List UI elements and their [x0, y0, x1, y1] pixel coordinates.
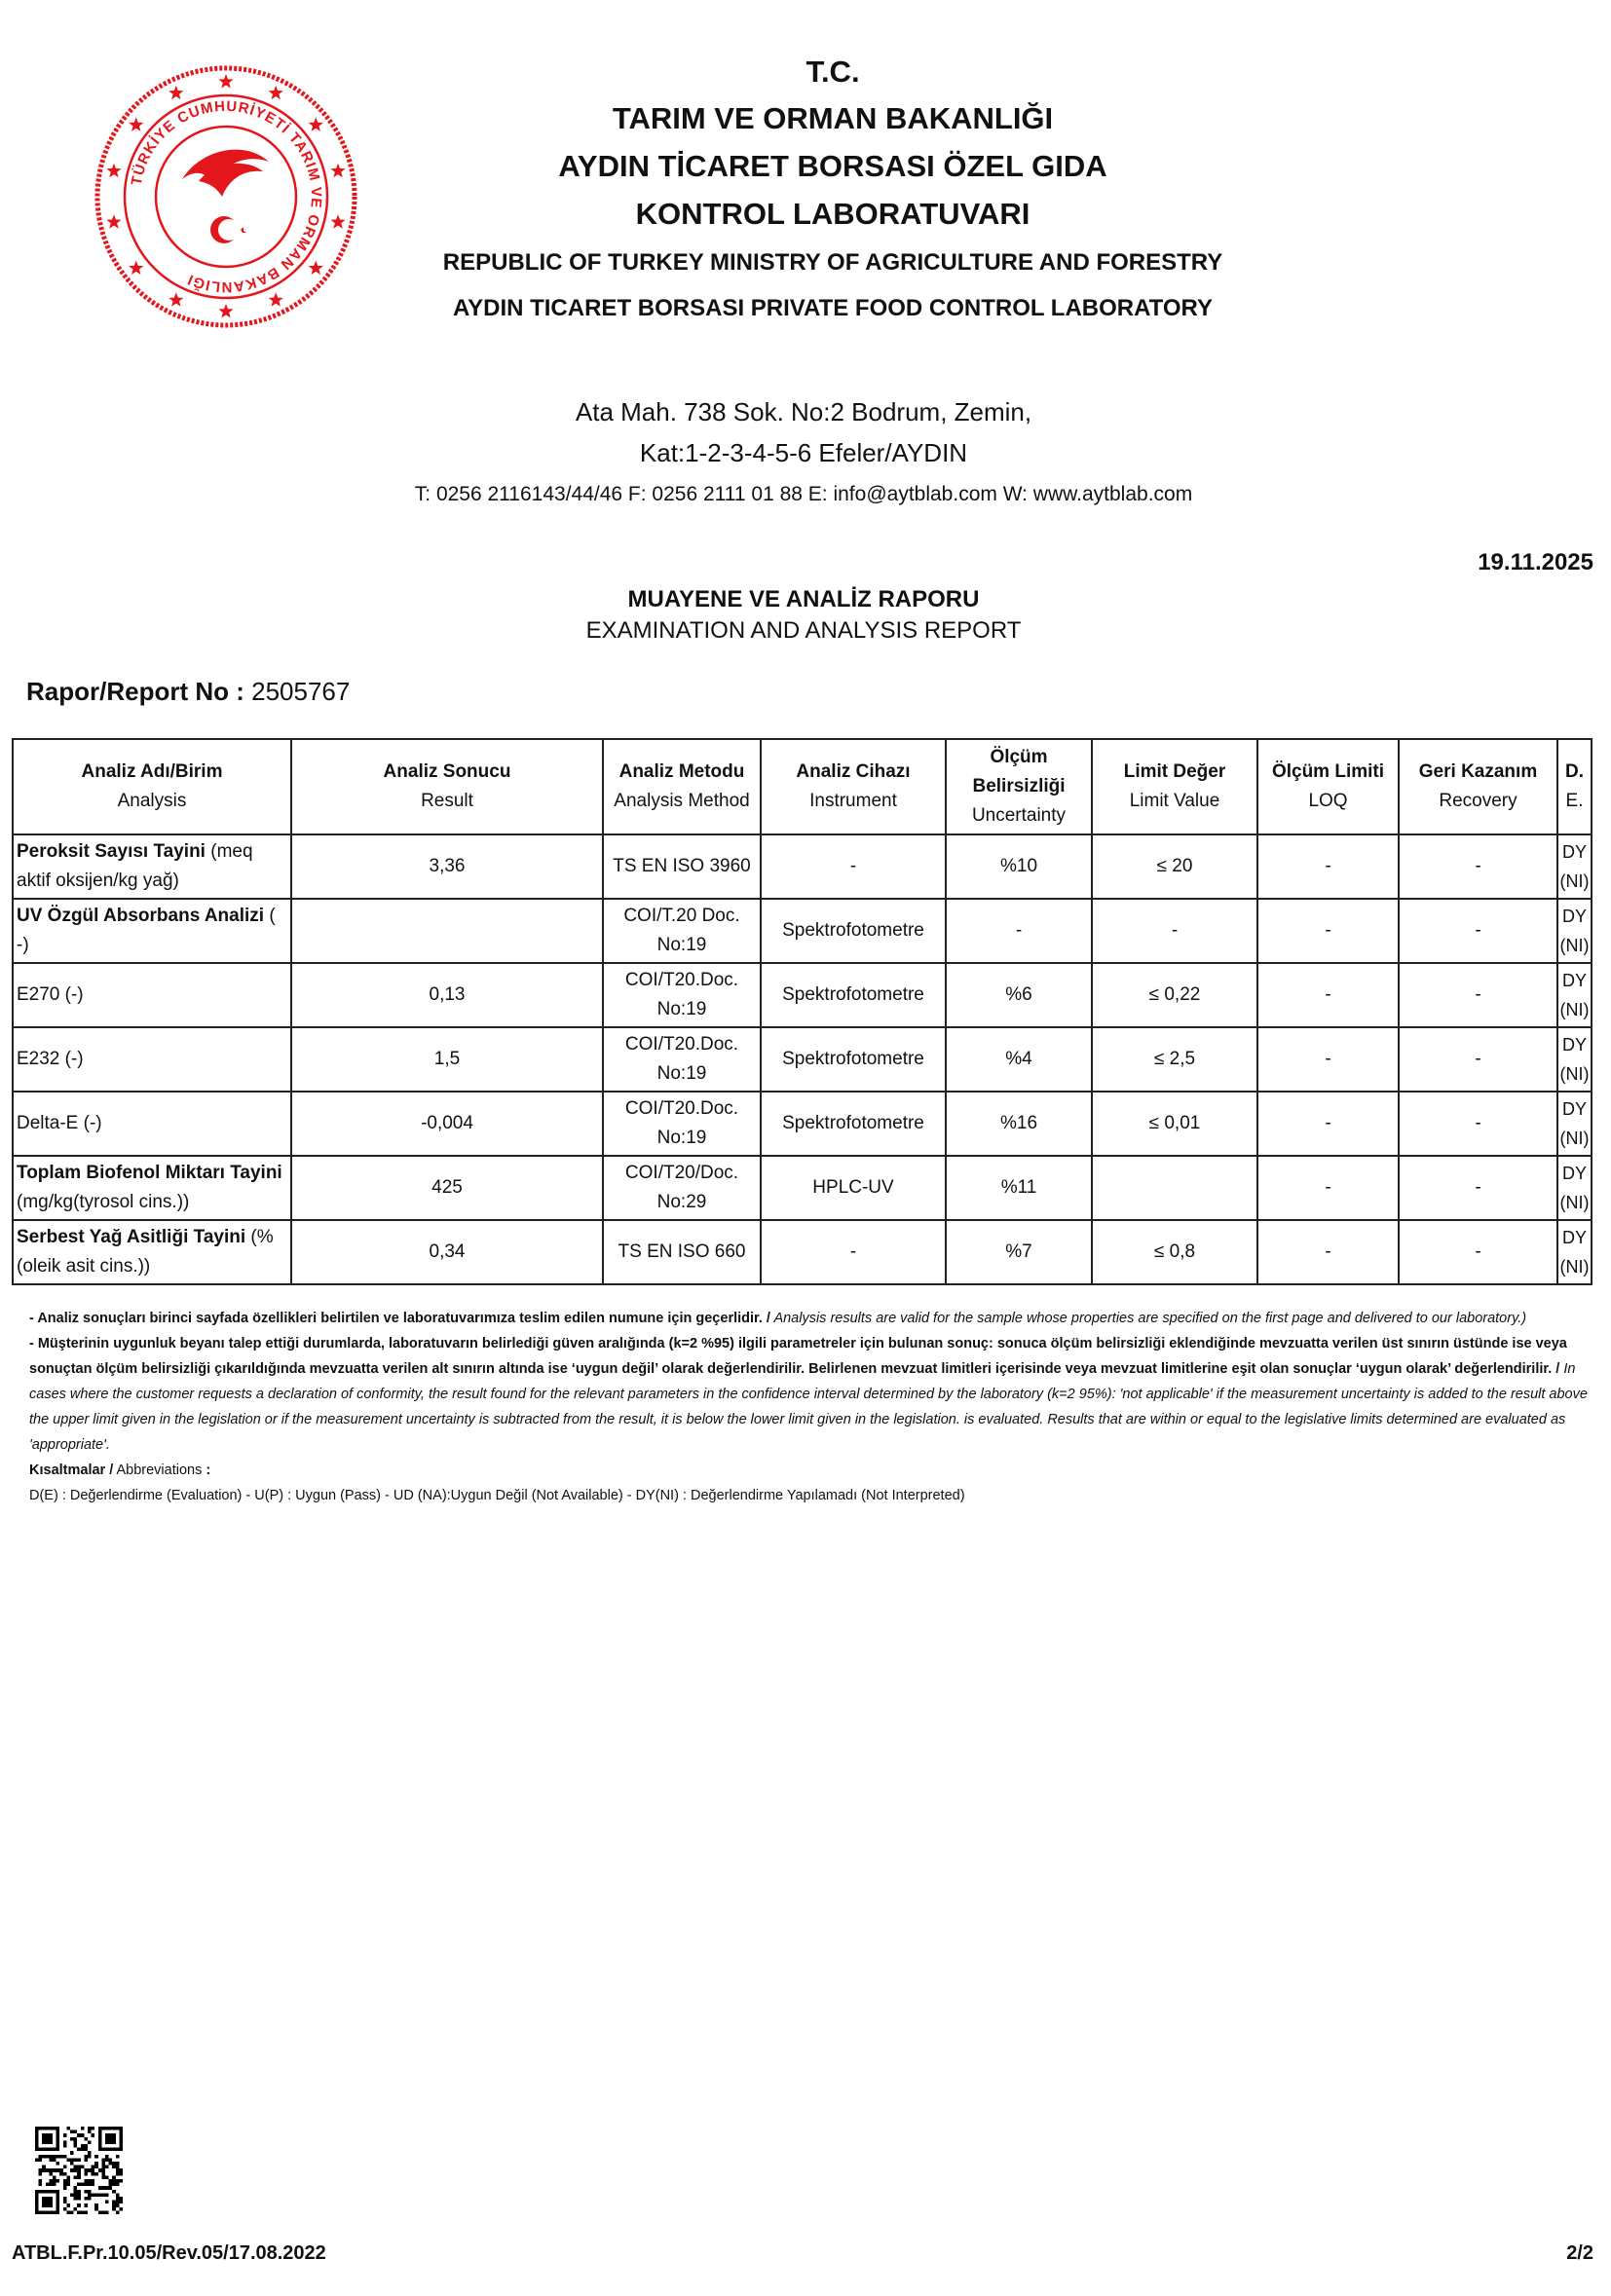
col-header-en: Instrument	[809, 791, 897, 811]
analysis-unit: (meq aktif oksijen/kg yağ)	[17, 841, 253, 891]
cell-limit: ≤ 2,5	[1092, 1027, 1257, 1092]
analysis-name: Serbest Yağ Asitliği Tayini	[17, 1227, 246, 1247]
col-header-en: Result	[421, 791, 473, 811]
cell-result: 425	[291, 1156, 603, 1220]
results-table	[12, 738, 1592, 1285]
cell-recovery: -	[1399, 963, 1557, 1027]
note-validity	[29, 1306, 1588, 1331]
note-conformity	[29, 1331, 1588, 1458]
address-line2: Kat:1-2-3-4-5-6 Efeler/AYDIN	[639, 438, 968, 467]
col-header-tr: Analiz Adı/Birim	[81, 761, 223, 782]
star-icon	[241, 227, 246, 233]
abbreviations-colon: :	[206, 1463, 211, 1478]
cell-evaluation: DY (NI)	[1557, 963, 1592, 1027]
col-header-recovery	[1399, 739, 1557, 834]
table-header-row	[13, 739, 1592, 834]
page-number: 2/2	[1566, 2242, 1593, 2264]
cell-limit: ≤ 0,01	[1092, 1092, 1257, 1156]
col-header-tr: Analiz Metodu	[618, 761, 745, 782]
header-lab-line1: AYDIN TİCARET BORSASI ÖZEL GIDA	[558, 149, 1107, 183]
note-validity-en: Analysis results are valid for the sample whose properties are specified on the first page and delivered to our laboratory.)	[769, 1311, 1527, 1326]
cell-evaluation: DY (NI)	[1557, 1092, 1592, 1156]
cell-analysis-name	[13, 834, 291, 899]
analysis-name: Peroksit Sayısı Tayini	[17, 841, 206, 862]
col-header-evaluation	[1557, 739, 1592, 834]
cell-result	[291, 899, 603, 963]
seal-star-icon	[129, 117, 143, 130]
cell-result: 3,36	[291, 834, 603, 899]
cell-analysis-name	[13, 1220, 291, 1284]
col-header-loq	[1257, 739, 1399, 834]
cell-instrument: HPLC-UV	[761, 1156, 946, 1220]
cell-recovery: -	[1399, 1092, 1557, 1156]
cell-instrument: Spektrofotometre	[761, 963, 946, 1027]
form-code: ATBL.F.Pr.10.05/Rev.05/17.08.2022	[12, 2242, 326, 2264]
col-header-en: E.	[1565, 791, 1584, 811]
table-body	[13, 834, 1592, 1284]
cell-recovery: -	[1399, 1156, 1557, 1220]
cell-method: COI/T20.Doc. No:19	[603, 1027, 761, 1092]
col-header-en: Analysis Method	[614, 791, 750, 811]
col-header-result	[291, 739, 603, 834]
cell-instrument: Spektrofotometre	[761, 1092, 946, 1156]
analysis-unit: Delta-E (-)	[17, 1113, 102, 1133]
cell-result: 0,34	[291, 1220, 603, 1284]
seal-star-icon	[269, 292, 283, 306]
seal-star-icon	[169, 292, 183, 306]
cell-uncertainty: %7	[946, 1220, 1092, 1284]
cell-recovery: -	[1399, 1027, 1557, 1092]
cell-analysis-name	[13, 963, 291, 1027]
abbreviations-text: D(E) : Değerlendirme (Evaluation) - U(P) : Uygun (Pass) - UD (NA):Uygun Değil (Not Available) - DY(NI) : Değerlendirme Yapılamadı (Not Interpreted)	[29, 1488, 965, 1503]
cell-loq: -	[1257, 963, 1399, 1027]
cell-method: TS EN ISO 3960	[603, 834, 761, 899]
address-line1: Ata Mah. 738 Sok. No:2 Bodrum, Zemin,	[575, 397, 1032, 426]
analysis-unit: E232 (-)	[17, 1049, 84, 1069]
table-row	[13, 1092, 1592, 1156]
cell-uncertainty: %11	[946, 1156, 1092, 1220]
cell-instrument: Spektrofotometre	[761, 899, 946, 963]
col-header-en: Recovery	[1439, 791, 1517, 811]
cell-loq: -	[1257, 1156, 1399, 1220]
cell-limit: ≤ 0,8	[1092, 1220, 1257, 1284]
table-row	[13, 1220, 1592, 1284]
cell-evaluation: DY (NI)	[1557, 834, 1592, 899]
col-header-tr: Ölçüm Belirsizliği	[972, 747, 1066, 796]
cell-limit: ≤ 20	[1092, 834, 1257, 899]
cell-uncertainty: %10	[946, 834, 1092, 899]
note-validity-tr: - Analiz sonuçları birinci sayfada özellikleri belirtilen ve laboratuvarımıza teslim edilen numune için geçerlidir. /	[29, 1311, 770, 1326]
cell-result: -0,004	[291, 1092, 603, 1156]
analysis-name: UV Özgül Absorbans Analizi	[17, 906, 265, 926]
header-lab-en: AYDIN TICARET BORSASI PRIVATE FOOD CONTROL LABORATORY	[452, 295, 1214, 321]
cell-limit: -	[1092, 899, 1257, 963]
cell-loq: -	[1257, 1092, 1399, 1156]
cell-recovery: -	[1399, 899, 1557, 963]
analysis-unit: (% (oleik asit cins.))	[17, 1227, 274, 1277]
col-header-uncertainty	[946, 739, 1092, 834]
cell-analysis-name	[13, 1027, 291, 1092]
cell-uncertainty: -	[946, 899, 1092, 963]
analysis-name: Toplam Biofenol Miktarı Tayini	[17, 1163, 282, 1183]
header-tc: T.C.	[806, 55, 860, 89]
cell-method: COI/T20/Doc. No:29	[603, 1156, 761, 1220]
cell-instrument: -	[761, 834, 946, 899]
seal-star-icon	[106, 164, 121, 177]
cell-result: 0,13	[291, 963, 603, 1027]
abbreviations-label-tr: Kısaltmalar /	[29, 1463, 114, 1478]
seal-star-icon	[129, 261, 143, 275]
report-title-en: EXAMINATION AND ANALYSIS REPORT	[585, 617, 1022, 644]
table-row	[13, 834, 1592, 899]
cell-uncertainty: %16	[946, 1092, 1092, 1156]
cell-limit: ≤ 0,22	[1092, 963, 1257, 1027]
cell-evaluation: DY (NI)	[1557, 899, 1592, 963]
cell-analysis-name	[13, 899, 291, 963]
seal-star-icon	[330, 214, 345, 228]
seal-star-icon	[309, 261, 323, 275]
table-row	[13, 1156, 1592, 1220]
col-header-en: Uncertainty	[971, 805, 1067, 826]
seal-star-icon	[106, 214, 121, 228]
col-header-instrument	[761, 739, 946, 834]
table-row	[13, 1027, 1592, 1092]
cell-evaluation: DY (NI)	[1557, 1027, 1592, 1092]
analysis-unit: E270 (-)	[17, 984, 84, 1005]
cell-limit	[1092, 1156, 1257, 1220]
seal-star-icon	[309, 117, 323, 130]
cell-recovery: -	[1399, 1220, 1557, 1284]
col-header-method	[603, 739, 761, 834]
col-header-en: LOQ	[1308, 791, 1348, 811]
abbreviations-heading	[29, 1458, 1588, 1483]
col-header-tr: Geri Kazanım	[1418, 761, 1538, 782]
abbreviations-label-en: Abbreviations	[113, 1463, 206, 1478]
seal-star-icon	[269, 86, 283, 99]
cell-instrument: Spektrofotometre	[761, 1027, 946, 1092]
col-header-tr: Ölçüm Limiti	[1271, 761, 1385, 782]
col-header-tr: D.	[1565, 761, 1584, 782]
col-header-en: Analysis	[117, 791, 187, 811]
cell-uncertainty: %6	[946, 963, 1092, 1027]
cell-method: COI/T.20 Doc. No:19	[603, 899, 761, 963]
note-conformity-tr: - Müşterinin uygunluk beyanı talep ettiği durumlarda, laboratuvarın belirlediği güven aralığında (k=2 %95) ilgili parametreler için bulunan sonuç: sonuca ölçüm belirsizliği eklendiğinde mevzuatta verilen üst sınırın üstünde ise veya sonuçtan ölçüm belirsizliği çıkarıldığında mevzuatta verilen alt sınırın altında ise ‘uygun değil’ olarak değerlendirilir. Belirlenen mevzuat limitleri içerisinde veya mevzuat limitlerine eşit olan sonuçlar ‘uygun olarak’ değerlendirilir. /	[29, 1336, 1567, 1377]
header-lab-line2: KONTROL LABORATUVARI	[635, 197, 1030, 231]
cell-method: COI/T20.Doc. No:19	[603, 1092, 761, 1156]
cell-uncertainty: %4	[946, 1027, 1092, 1092]
note-conformity-en: In cases where the customer requests a declaration of conformity, the result found for the relevant parameters in the confidence interval determined by the laboratory (k=2 95%): 'not applicable' if the measurement uncertainty is added to the result above the upper limit given in the legislation or if the measurement uncertainty is subtracted from the result, it is below the lower limit given in the legislation. is evaluated. Results that are within or equal to the legislative limits determined are evaluated as 'appropriate'.	[29, 1361, 1588, 1453]
seal-star-icon	[218, 74, 233, 88]
seal-star-icon	[218, 304, 233, 317]
ministry-seal-logo	[90, 60, 362, 333]
cell-analysis-name	[13, 1156, 291, 1220]
header-ministry: TARIM VE ORMAN BAKANLIĞI	[612, 101, 1054, 135]
col-header-tr: Analiz Cihazı	[796, 761, 911, 782]
report-date: 19.11.2025	[1478, 549, 1593, 575]
cell-analysis-name	[13, 1092, 291, 1156]
seal-ring-text: TÜRKİYE CUMHURİYETİ TARIM VE ORMAN BAKANLIĞI	[128, 97, 325, 296]
qr-code[interactable]	[35, 2127, 123, 2214]
cell-loq: -	[1257, 834, 1399, 899]
col-header-analysis	[13, 739, 291, 834]
analysis-unit: ( -)	[17, 906, 276, 955]
report-number	[26, 677, 350, 707]
cell-loq: -	[1257, 899, 1399, 963]
cell-loq: -	[1257, 1027, 1399, 1092]
table-row	[13, 963, 1592, 1027]
report-title-tr: MUAYENE VE ANALİZ RAPORU	[627, 586, 980, 612]
header-ministry-en: REPUBLIC OF TURKEY MINISTRY OF AGRICULTURE AND FORESTRY	[442, 249, 1223, 276]
cell-evaluation: DY (NI)	[1557, 1156, 1592, 1220]
table-row	[13, 899, 1592, 963]
cell-recovery: -	[1399, 834, 1557, 899]
col-header-limit	[1092, 739, 1257, 834]
report-number-label: Rapor/Report No :	[26, 677, 244, 706]
cell-loq: -	[1257, 1220, 1399, 1284]
seal-star-icon	[169, 86, 183, 99]
cell-method: COI/T20.Doc. No:19	[603, 963, 761, 1027]
report-number-value: 2505767	[251, 677, 351, 706]
cell-result: 1,5	[291, 1027, 603, 1092]
col-header-tr: Limit Değer	[1123, 761, 1226, 782]
seal-star-icon	[330, 164, 345, 177]
col-header-en: Limit Value	[1129, 791, 1220, 811]
cell-evaluation: DY (NI)	[1557, 1220, 1592, 1284]
cell-instrument: -	[761, 1220, 946, 1284]
cell-method: TS EN ISO 660	[603, 1220, 761, 1284]
notes-section	[29, 1306, 1588, 1508]
col-header-tr: Analiz Sonucu	[383, 761, 511, 782]
analysis-unit: (mg/kg(tyrosol cins.))	[17, 1192, 190, 1212]
contact-line: T: 0256 2116143/44/46 F: 0256 2111 01 88 E: info@aytblab.com W: www.aytblab.com	[414, 483, 1193, 505]
